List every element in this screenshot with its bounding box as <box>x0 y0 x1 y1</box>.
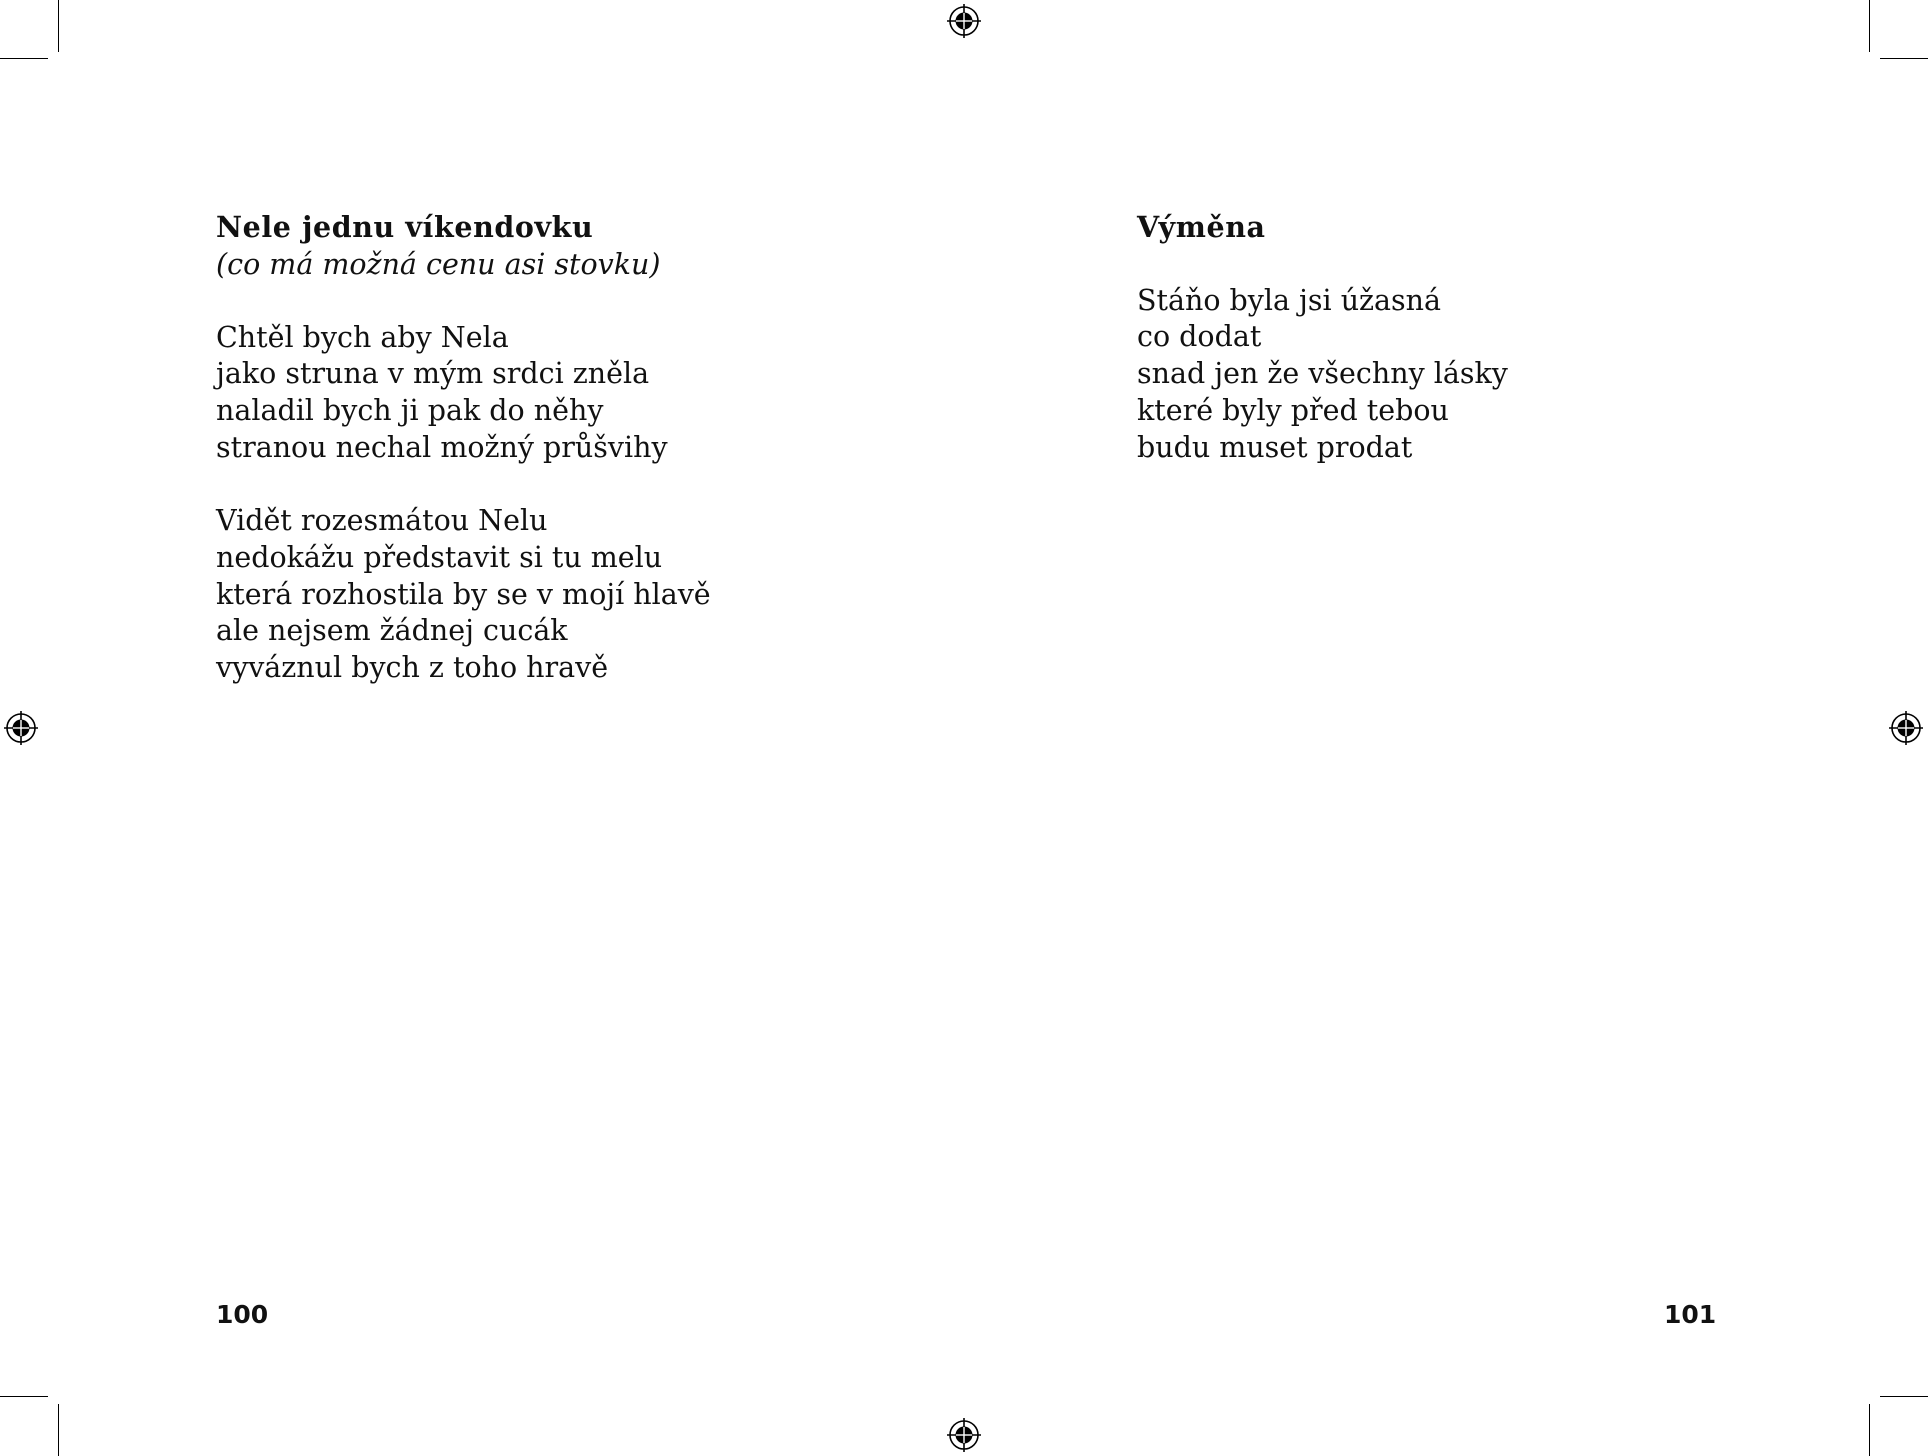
verse-line: vyváznul bych z toho hravě <box>216 651 609 684</box>
stanza-gap <box>216 283 976 320</box>
stanza <box>216 320 976 467</box>
crop-mark-top-left-h <box>0 58 48 59</box>
verse-line: nedokážu představit si tu melu <box>216 540 663 574</box>
crop-mark-top-right-v <box>1869 0 1870 52</box>
verse-line: naladil bych ji pak do něhy <box>216 394 604 428</box>
crop-mark-top-right-h <box>1880 58 1928 59</box>
registration-mark-icon <box>947 1418 981 1452</box>
stanza <box>216 503 976 687</box>
stanza-gap <box>1137 246 1837 283</box>
left-page <box>216 208 976 687</box>
page-number-right: 101 <box>1664 1300 1717 1329</box>
registration-mark-icon <box>1889 711 1923 745</box>
crop-mark-bottom-right-v <box>1869 1404 1870 1456</box>
registration-mark-icon <box>4 711 38 745</box>
verse-line: Chtěl bych aby Nela <box>216 320 509 354</box>
page-number-left: 100 <box>216 1300 269 1329</box>
verse-line: Stáňo byla jsi úžasná <box>1137 283 1442 317</box>
crop-mark-bottom-right-h <box>1880 1396 1928 1397</box>
stanza <box>1137 283 1837 467</box>
poem-title: Výměna <box>1137 210 1266 244</box>
verse-line: ale nejsem žádnej cucák <box>216 614 568 648</box>
crop-mark-bottom-left-v <box>58 1404 59 1456</box>
poem-title: Nele jednu víkendovku <box>216 210 594 244</box>
verse-line: jako struna v mým srdci zněla <box>216 357 650 391</box>
poem-subtitle: (co má možná cenu asi stovku) <box>216 248 661 281</box>
right-page <box>1137 208 1837 466</box>
verse-line: snad jen že všechny lásky <box>1137 357 1508 391</box>
registration-mark-icon <box>947 4 981 38</box>
verse-line: stranou nechal možný průšvihy <box>216 430 668 464</box>
verse-line: co dodat <box>1137 320 1262 354</box>
stanza-gap <box>216 467 976 504</box>
crop-mark-top-left-v <box>58 0 59 52</box>
verse-line: která rozhostila by se v mojí hlavě <box>216 577 711 611</box>
verse-line: Vidět rozesmátou Nelu <box>216 504 548 538</box>
verse-line: budu muset prodat <box>1137 430 1413 464</box>
crop-mark-bottom-left-h <box>0 1396 48 1397</box>
verse-line: které byly před tebou <box>1137 393 1449 427</box>
